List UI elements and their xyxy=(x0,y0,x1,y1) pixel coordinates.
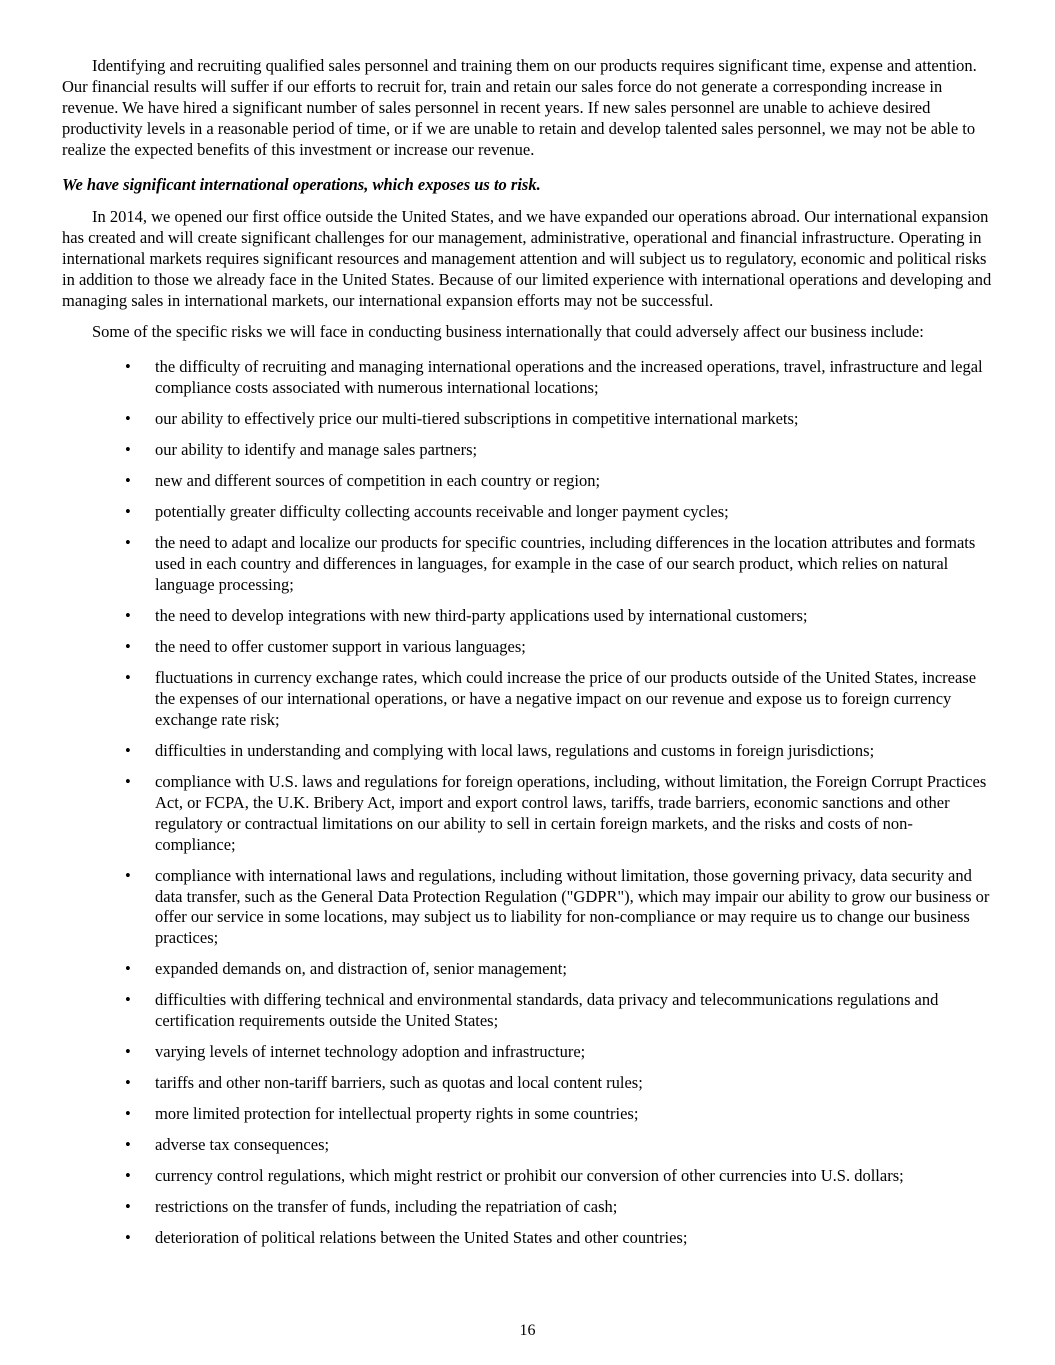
list-item xyxy=(62,1135,993,1156)
list-item xyxy=(62,668,993,731)
bullet-icon: • xyxy=(125,606,131,626)
bullet-icon: • xyxy=(125,740,131,760)
list-item xyxy=(62,357,993,399)
bullet-icon: • xyxy=(125,1073,131,1093)
bullet-icon: • xyxy=(125,1042,131,1062)
list-item xyxy=(62,1042,993,1063)
bullet-text: deterioration of political relations between the United States and other countries; xyxy=(155,1227,688,1247)
bullet-text: fluctuations in currency exchange rates, which could increase the price of our products outside of the United States, increase the expenses of our international operations, or have a negative impact on our revenue and expose us to foreign currency exchange rate risk; xyxy=(155,667,977,729)
bullet-text: the need to offer customer support in various languages; xyxy=(155,636,526,656)
bullet-text: more limited protection for intellectual property rights in some countries; xyxy=(155,1104,639,1124)
bullet-text: our ability to identify and manage sales partners; xyxy=(155,440,478,460)
bullet-icon: • xyxy=(125,440,131,460)
bullet-text: difficulties with differing technical and environmental standards, data privacy and telecommunications regulations and certification requirements outside the United States; xyxy=(155,990,939,1031)
bullet-icon: • xyxy=(125,471,131,491)
bullet-icon: • xyxy=(125,865,131,885)
bullet-text: currency control regulations, which might restrict or prohibit our conversion of other currencies into U.S. dollars; xyxy=(155,1166,904,1186)
bullet-text: new and different sources of competition in each country or region; xyxy=(155,471,601,491)
bullet-icon: • xyxy=(125,533,131,553)
list-item xyxy=(62,741,993,762)
list-item xyxy=(62,440,993,461)
list-item xyxy=(62,1073,993,1094)
bullet-text: the need to develop integrations with new third-party applications used by international customers; xyxy=(155,606,808,626)
bullet-icon: • xyxy=(125,1104,131,1124)
list-item xyxy=(62,772,993,856)
bullet-text: adverse tax consequences; xyxy=(155,1135,330,1155)
bullet-text: expanded demands on, and distraction of, senior management; xyxy=(155,959,567,979)
bullet-icon: • xyxy=(125,1166,131,1186)
bullet-text: restrictions on the transfer of funds, including the repatriation of cash; xyxy=(155,1196,618,1216)
risk-factor-heading: We have significant international operations, which exposes us to risk. xyxy=(62,174,541,194)
bullet-text: our ability to effectively price our multi-tiered subscriptions in competitive international markets; xyxy=(155,409,799,429)
list-item xyxy=(62,1104,993,1125)
bullet-text: difficulties in understanding and complying with local laws, regulations and customs in foreign jurisdictions; xyxy=(155,740,875,760)
list-item xyxy=(62,409,993,430)
bullet-icon: • xyxy=(125,636,131,656)
bullet-icon: • xyxy=(125,1196,131,1216)
list-item xyxy=(62,533,993,596)
bullet-text: compliance with international laws and regulations, including without limitation, those governing privacy, data security and data transfer, such as the General Data Protection Regulation ("GDPR"), which may impair our ability to grow our business or offer our service in some locations, may subject us to liability for non-compliance or may require us to change our business practices; xyxy=(155,865,990,948)
bullet-text: the difficulty of recruiting and managing international operations and the increased operations, travel, infrastructure and legal compliance costs associated with numerous international locations; xyxy=(155,357,983,398)
lead-in-paragraph: Some of the specific risks we will face in conducting business internationally that could adversely affect our business include: xyxy=(92,322,924,342)
bullet-list xyxy=(62,357,993,1248)
list-item xyxy=(62,1197,993,1218)
page-number: 16 xyxy=(519,1321,536,1339)
bullet-text: varying levels of internet technology adoption and infrastructure; xyxy=(155,1042,586,1062)
bullet-text: tariffs and other non-tariff barriers, such as quotas and local content rules; xyxy=(155,1073,643,1093)
bullet-text: potentially greater difficulty collecting accounts receivable and longer payment cycles; xyxy=(155,502,729,522)
list-item xyxy=(62,1228,993,1249)
list-item xyxy=(62,959,993,980)
list-item xyxy=(62,1166,993,1187)
bullet-icon: • xyxy=(125,959,131,979)
bullet-icon: • xyxy=(125,409,131,429)
bullet-icon: • xyxy=(125,1227,131,1247)
list-item xyxy=(62,866,993,950)
list-item xyxy=(62,990,993,1032)
list-item xyxy=(62,606,993,627)
list-item xyxy=(62,471,993,492)
bullet-text: compliance with U.S. laws and regulations for foreign operations, including, without limitation, the Foreign Corrupt Practices Act, or FCPA, the U.K. Bribery Act, import and export control laws, tariffs, trade barriers, economic sanctions and other regulatory or contractual limitations on our ability to sell in certain foreign markets, and the risks and costs of non-compliance; xyxy=(155,771,987,854)
expansion-paragraph: In 2014, we opened our first office outside the United States, and we have expanded our operations abroad. Our international expansion has created and will create significant challenges for our management, administrative, operational and financial infrastructure. Operating in international markets requires significant resources and management attention and will subject us to regulatory, economic and political risks in addition to those we already face in the United States. Because of our limited experience with international operations and developing and managing sales in international markets, our international expansion efforts may not be successful. xyxy=(62,206,992,310)
intro-paragraph: Identifying and recruiting qualified sales personnel and training them on our products requires significant time, expense and attention. Our financial results will suffer if our efforts to recruit for, train and retain our sales force do not generate a corresponding increase in revenue. We have hired a significant number of sales personnel in recent years. If new sales personnel are unable to achieve desired productivity levels in a reasonable period of time, or if we are unable to retain and develop talented sales personnel, we may not be able to realize the expected benefits of this investment or increase our revenue. xyxy=(62,56,977,159)
list-item xyxy=(62,502,993,523)
bullet-icon: • xyxy=(125,990,131,1010)
bullet-icon: • xyxy=(125,1135,131,1155)
bullet-text: the need to adapt and localize our products for specific countries, including differences in the location attributes and formats used in each country and differences in languages, for example in the case of our search product, which relies on natural language processing; xyxy=(155,533,976,595)
bullet-icon: • xyxy=(125,502,131,522)
bullet-icon: • xyxy=(125,667,131,687)
bullet-icon: • xyxy=(125,357,131,377)
list-item xyxy=(62,637,993,658)
bullet-icon: • xyxy=(125,771,131,791)
